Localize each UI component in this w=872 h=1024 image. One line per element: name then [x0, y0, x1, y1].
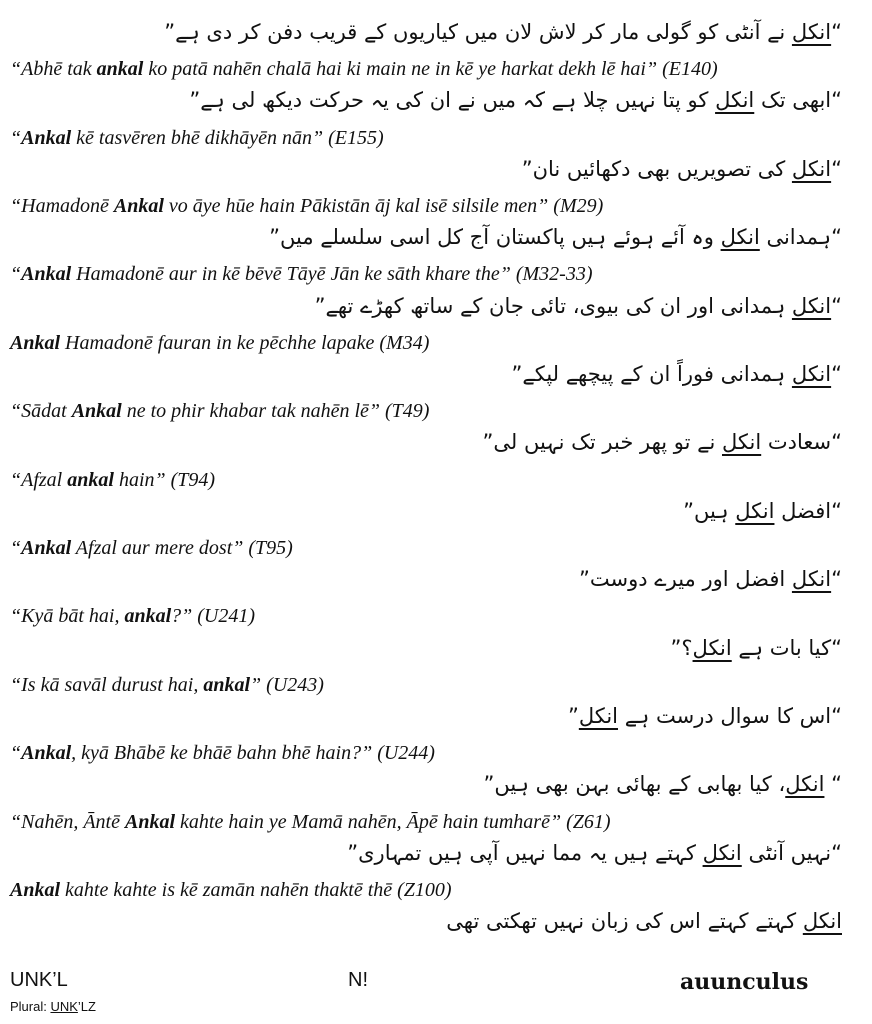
- transliteration-line: [10, 469, 215, 492]
- urdu-line: [522, 157, 842, 181]
- transliteration-line: [10, 332, 429, 355]
- keyword-underlined: انکل: [785, 772, 825, 797]
- transliteration-text: Afzal aur mere dost” (T95): [71, 537, 293, 559]
- urdu-text: “اس کا سوال درست ہے: [618, 704, 842, 728]
- transliteration-text: “Afzal: [10, 468, 68, 491]
- transliteration-line: [10, 811, 611, 834]
- keyword-bold: Ankal: [21, 537, 72, 559]
- keyword-bold: ankal: [67, 468, 114, 491]
- transliteration-text: kē tasvēren bhē dikhāyēn nān” (E155): [71, 126, 384, 149]
- transliteration-line: [10, 605, 255, 628]
- plural-label: Plural:: [10, 999, 51, 1014]
- transliteration-line: [10, 537, 293, 560]
- transliteration-line: [10, 195, 603, 218]
- urdu-text: “: [831, 156, 842, 181]
- transliteration-text: “Sādat: [10, 400, 72, 423]
- transliteration-line: [10, 400, 429, 423]
- keyword-bold: Ankal: [113, 195, 164, 217]
- keyword-underlined: انکل: [720, 225, 760, 250]
- keyword-underlined: انکل: [722, 430, 762, 455]
- keyword-bold: Ankal: [21, 742, 72, 765]
- urdu-text: ہیں”: [683, 498, 736, 523]
- urdu-text: “سعادت: [761, 430, 842, 455]
- urdu-text: “نہیں آنٹی: [741, 840, 842, 865]
- urdu-text: وہ آئے ہوئے ہیں پاکستان آج کل اسی سلسلے میں”: [269, 225, 721, 250]
- urdu-line: [512, 362, 842, 386]
- keyword-bold: Ankal: [10, 331, 61, 354]
- urdu-text: ہمدانی اور ان کی بیوی، تائی جان کے ساتھ کھڑے تھے”: [314, 293, 792, 318]
- keyword-underlined: انکل: [715, 88, 755, 113]
- transliteration-text: hain” (T94): [113, 468, 216, 491]
- urdu-text: کی تصویریں بھی دکھائیں نان”: [521, 156, 792, 181]
- keyword-underlined: انکل: [791, 567, 832, 592]
- urdu-text: ؟”: [670, 635, 693, 660]
- transliteration-text: “: [10, 537, 22, 559]
- transliteration-text: ” (U243): [250, 673, 324, 696]
- transliteration-text: “Is kā savāl durust hai,: [10, 673, 204, 696]
- keyword-underlined: انکل: [692, 635, 732, 660]
- keyword-underlined: انکل: [802, 909, 842, 934]
- urdu-text: نے تو پھر خبر تک نہیں لی”: [482, 430, 722, 455]
- plural-rest: ’LZ: [77, 999, 96, 1014]
- transliteration-text: “: [10, 263, 22, 286]
- urdu-text: “افضل: [774, 498, 842, 523]
- transliteration-text: , kyā Bhābē ke bhāē bahn bhē hain?” (U244): [71, 742, 435, 765]
- transliteration-line: [10, 742, 435, 765]
- etymology-latin: auunculus: [680, 969, 809, 995]
- transliteration-text: ne to phir khabar tak nahēn lē” (T49): [121, 400, 430, 423]
- transliteration-text: “Hamadonē: [10, 195, 114, 217]
- urdu-text: کہتے ہیں یہ مما نہیں آپی ہیں تمہاری”: [347, 840, 703, 865]
- transliteration-text: kahte kahte is kē zamān nahēn thaktē thē (Z100): [60, 879, 452, 901]
- urdu-text: ”: [567, 704, 579, 728]
- urdu-text: “ہمدانی: [759, 225, 842, 250]
- transliteration-text: “: [10, 742, 22, 765]
- urdu-line: [347, 841, 842, 865]
- urdu-text: ہمدانی فوراً ان کے پیچھے لپکے”: [511, 362, 792, 386]
- transliteration-text: vo āye hūe hain Pākistān āj kal isē silsile men” (M29): [163, 195, 604, 217]
- headword: UNK’L: [10, 969, 68, 991]
- urdu-line: [189, 88, 842, 112]
- urdu-line: [568, 704, 842, 728]
- urdu-text: “: [824, 772, 842, 797]
- transliteration-line: [10, 127, 384, 150]
- transliteration-line: [10, 58, 718, 81]
- urdu-line: [446, 909, 842, 933]
- urdu-text: “: [831, 293, 842, 318]
- transliteration-text: kahte hain ye Mamā nahēn, Āpē hain tumharē” (Z61): [175, 810, 611, 833]
- urdu-text: افضل اور میرے دوست”: [579, 567, 792, 592]
- keyword-bold: Ankal: [71, 400, 122, 423]
- keyword-underlined: انکل: [735, 498, 775, 523]
- urdu-line: [671, 636, 842, 660]
- transliteration-text: “Kyā bāt hai,: [10, 605, 125, 628]
- keyword-underlined: انکل: [791, 156, 832, 181]
- urdu-text: “ابھی تک: [754, 88, 842, 113]
- transliteration-text: Hamadonē aur in kē bēvē Tāyē Jān ke sāth khare the” (M32-33): [71, 263, 593, 286]
- urdu-line: [483, 430, 842, 454]
- urdu-line: [683, 499, 842, 523]
- keyword-bold: Ankal: [10, 879, 61, 901]
- keyword-bold: Ankal: [21, 263, 72, 286]
- keyword-bold: ankal: [96, 58, 144, 81]
- transliteration-line: [10, 263, 592, 286]
- keyword-bold: Ankal: [21, 126, 72, 149]
- plural-form: [10, 999, 96, 1014]
- urdu-text: “: [831, 567, 842, 592]
- urdu-line: [315, 294, 842, 318]
- transliteration-line: [10, 879, 452, 902]
- transliteration-text: “: [10, 126, 22, 149]
- keyword-underlined: انکل: [791, 293, 832, 318]
- part-of-speech: N!: [348, 969, 368, 991]
- transliteration-text: “Abhē tak: [10, 58, 97, 81]
- urdu-text: “کیا بات ہے: [731, 635, 842, 660]
- keyword-bold: ankal: [203, 673, 251, 696]
- urdu-line: [269, 225, 842, 249]
- urdu-line: [579, 567, 842, 591]
- keyword-underlined: انکل: [578, 704, 619, 728]
- urdu-text: نے آنٹی کو گولی مار کر لاش لان میں کیاریوں کے قریب دفن کر دی ہے”: [164, 20, 792, 44]
- urdu-text: کہتے کہتے اس کی زبان نہیں تھکتی تھی: [446, 909, 803, 934]
- urdu-line: [483, 772, 842, 796]
- keyword-underlined: انکل: [702, 840, 742, 865]
- transliteration-line: [10, 674, 324, 697]
- keyword-bold: Ankal: [125, 810, 176, 833]
- transliteration-text: “Nahēn, Āntē: [10, 810, 125, 833]
- urdu-text: ، کیا بھابی کے بھائی بہن بھی ہیں”: [483, 772, 786, 797]
- urdu-text: “: [831, 362, 842, 386]
- plural-underlined: UNK: [50, 999, 78, 1014]
- transliteration-text: ?” (U241): [171, 605, 256, 628]
- urdu-line: [164, 20, 842, 44]
- transliteration-text: ko patā nahēn chalā hai ki main ne in kē ye harkat dekh lē hai” (E140): [143, 58, 718, 81]
- urdu-text: “: [831, 20, 842, 44]
- keyword-bold: ankal: [124, 605, 172, 628]
- urdu-text: کو پتا نہیں چلا ہے کہ میں نے ان کی یہ حرکت دیکھ لی ہے”: [189, 88, 716, 113]
- keyword-underlined: انکل: [791, 362, 832, 386]
- keyword-underlined: انکل: [791, 20, 832, 44]
- transliteration-text: Hamadonē fauran in ke pēchhe lapake (M34): [60, 331, 430, 354]
